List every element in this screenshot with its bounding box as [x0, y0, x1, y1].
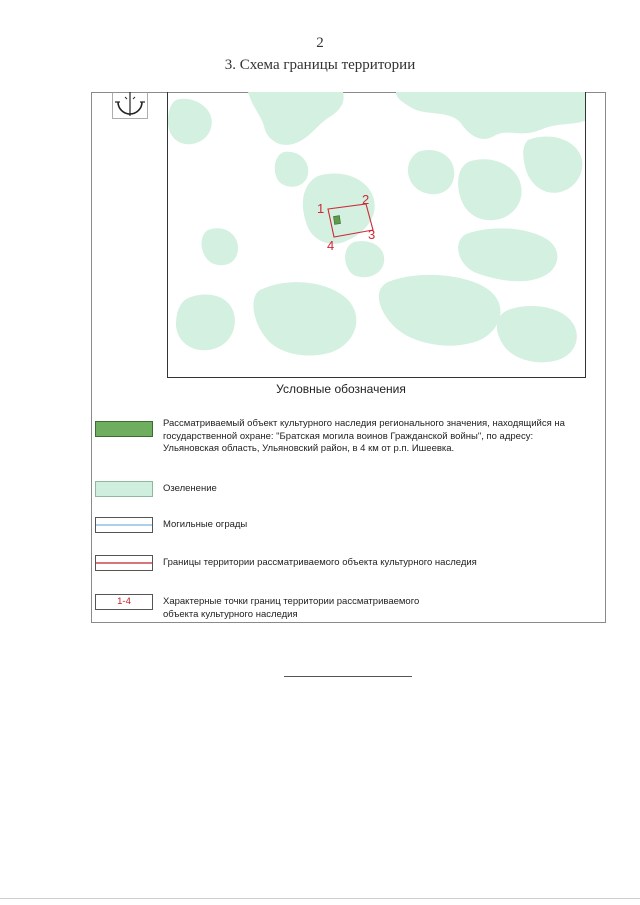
greenery-patch [253, 282, 356, 355]
compass-icon [112, 92, 148, 119]
greenery-patch [458, 228, 557, 281]
point-label-1: 1 [317, 201, 325, 216]
greenery-patch [396, 92, 586, 139]
greenery-patch [408, 150, 454, 194]
greenery-patch [176, 295, 235, 351]
point-label-2: 2 [362, 192, 370, 207]
legend-text-object [163, 418, 565, 456]
greenery-patch [379, 275, 501, 346]
greenery-areas [168, 92, 586, 362]
greenery-patch [168, 99, 212, 144]
bottom-rule [284, 676, 412, 677]
greenery-patch [303, 173, 375, 243]
legend-swatch-object [95, 421, 153, 437]
legend-text-line: объекта культурного наследия [163, 608, 298, 620]
greenery-patch [345, 241, 384, 277]
greenery-patch [523, 136, 582, 192]
greenery-patch [497, 306, 577, 362]
page-title: 3. Схема границы территории [224, 57, 416, 73]
legend-swatch-greenery [95, 481, 153, 497]
legend-swatch-blue-line [95, 517, 153, 533]
legend-text-line: Ульяновская область, Ульяновский район, в 4 км от р.п. Ишеевка. [163, 443, 455, 454]
point-label-4: 4 [327, 238, 335, 253]
point-label-3: 3 [368, 227, 376, 242]
legend-text-grave-fences: Могильные ограды [163, 519, 248, 530]
legend-text-greenery: Озеленение [163, 483, 217, 494]
legend-text-line: государственной охране: "Братская могила воинов Гражданской войны", по адресу: [163, 430, 534, 442]
scan-edge-line [0, 898, 640, 899]
legend-swatch-code: 1-4 [95, 594, 153, 610]
legend-swatch-red-line [95, 555, 153, 571]
greenery-patch [458, 159, 521, 220]
page-number: 2 [316, 35, 324, 51]
greenery-patch [275, 152, 309, 187]
territory-map [167, 92, 586, 378]
legend-text-boundary: Границы территории рассматриваемого объекта культурного наследия [163, 557, 477, 568]
legend-text-line: Характерные точки границ территории рассматриваемого [163, 596, 420, 607]
greenery-patch [201, 228, 238, 265]
legend-title: Условные обозначения [276, 382, 406, 396]
legend-text-line: Рассматриваемый объект культурного наследия регионального значения, находящийся на [163, 418, 565, 429]
greenery-patch [248, 92, 344, 145]
cultural-heritage-object [333, 216, 340, 225]
